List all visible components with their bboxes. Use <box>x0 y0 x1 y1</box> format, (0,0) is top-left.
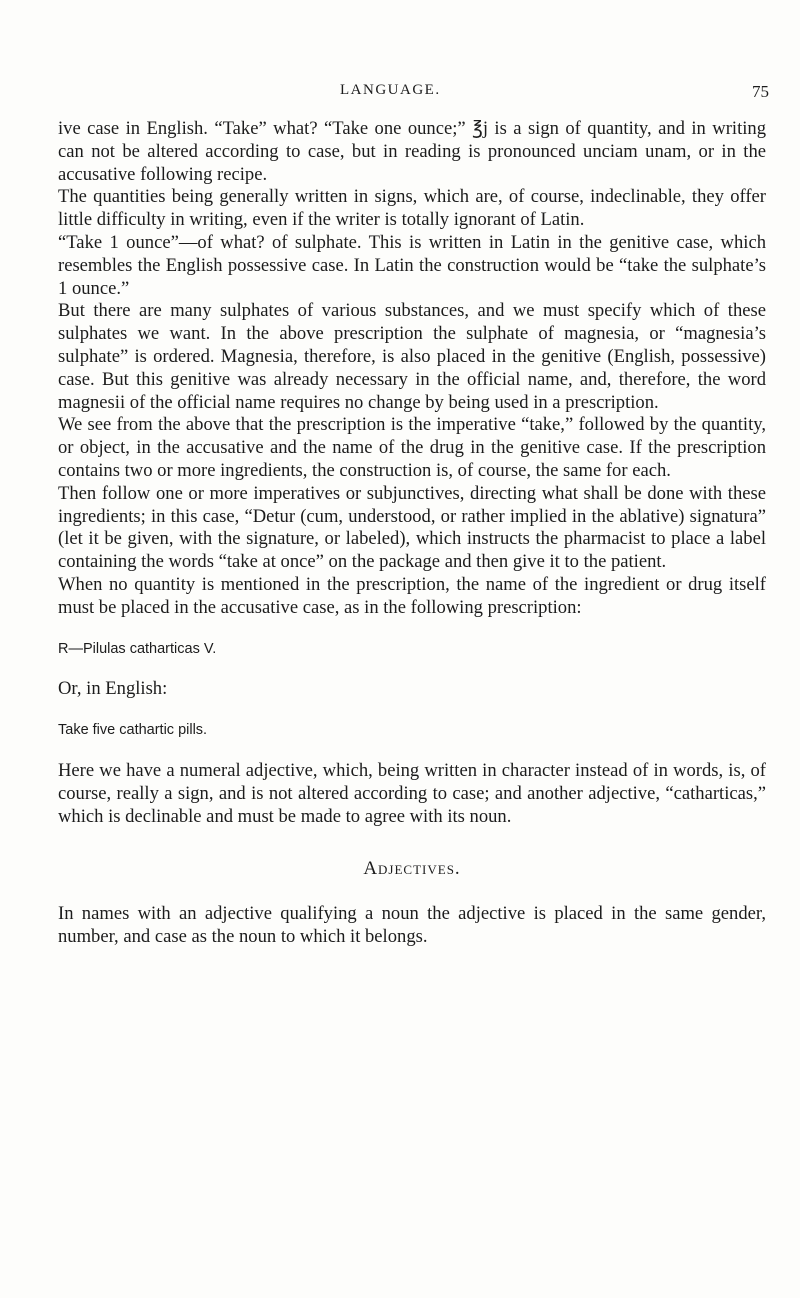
page-number: 75 <box>752 82 769 101</box>
paragraph: Here we have a numeral adjective, which, being written in character instead of in words, is, of course, really a sign, and is not altered according to case; and another adjective, “catharticas,” which is declinable and must be made to agree with its noun. <box>58 759 766 827</box>
paragraph: We see from the above that the prescription is the imperative “take,” followed by the quantity, or object, in the accusative and the name of the drug in the genitive case. If the prescription contains two or more ingredients, the construction is, of course, the same for each. <box>58 414 766 481</box>
paragraph: ive case in English. “Take” what? “Take one ounce;” ℥j is a sign of quantity, and in writing can not be altered according to case, but in reading is pronounced unciam unam, or in the accusative following recipe. <box>58 118 766 185</box>
running-head <box>0 82 800 104</box>
english-prescription-line: Take five cathartic pills. <box>58 722 208 739</box>
page-body <box>58 118 766 949</box>
or-english-label: Or, in English: <box>58 678 168 700</box>
section-heading: Adjectives. <box>363 858 461 880</box>
paragraph: When no quantity is mentioned in the prescription, the name of the ingredient or drug itself must be placed in the accusative case, as in the following prescription: <box>58 573 766 618</box>
paragraph: In names with an adjective qualifying a noun the adjective is placed in the same gender, number, and case as the noun to which it belongs. <box>58 903 766 947</box>
paragraph: But there are many sulphates of various substances, and we must specify which of these sulphates we want. In the above prescription the sulphate of magnesia, or “magnesia’s sulphate” is ordered. Magnesia, therefore, is also placed in the genitive (English, possessive) case. But this genitive was already necessary in the official name, and, therefore, the word magnesii of the official name requires no change by being used in a prescription. <box>58 300 766 413</box>
paragraph: The quantities being generally written in signs, which are, of course, indeclinable, they offer little difficulty in writing, even if the writer is totally ignorant of Latin. <box>58 186 766 231</box>
paragraph: Then follow one or more imperatives or subjunctives, directing what shall be done with these ingredients; in this case, “Detur (cum, understood, or rather implied in the ablative) signatura” (let it be given, with the signature, or labeled), which instructs the pharmacist to place a label containing the words “take at once” on the package and then give it to the patient. <box>58 482 766 573</box>
running-title: LANGUAGE. <box>340 82 441 98</box>
prescription-line: R—Pilulas catharticas V. <box>58 640 217 657</box>
paragraph: “Take 1 ounce”—of what? of sulphate. This is written in Latin in the genitive case, which resembles the English possessive case. In Latin the construction would be “take the sulphate’s 1 ounce.” <box>58 231 766 299</box>
